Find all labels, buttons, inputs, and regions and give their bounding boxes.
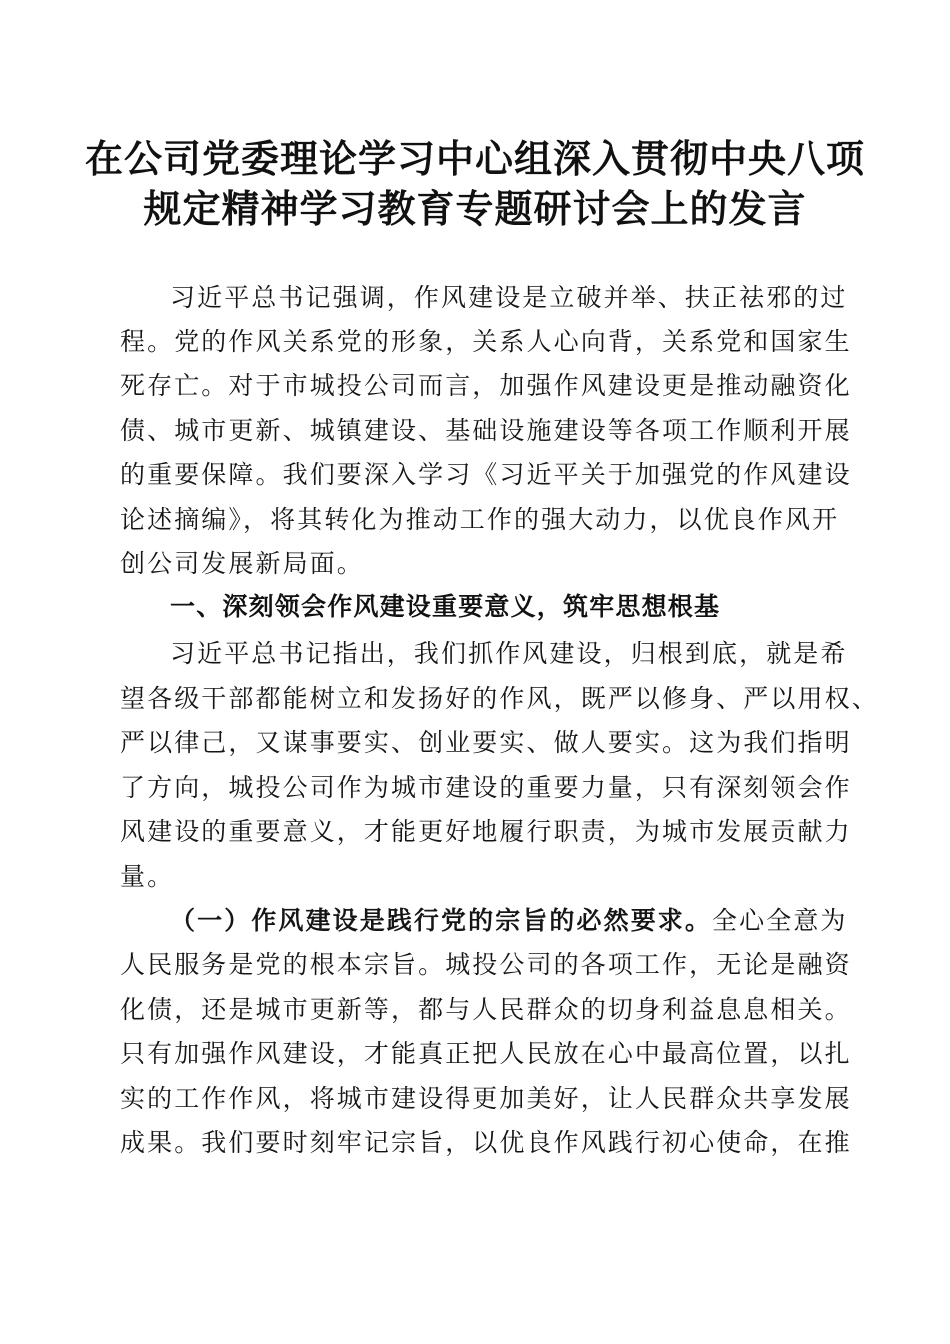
paragraph-1-line: 债、城市更新、城镇建设、基础设施建设等各项工作顺利开展 [120,416,852,445]
paragraph-2-line: 严以律己，又谋事要实、创业要实、做人要实。这为我们指明 [120,728,852,757]
paragraph-3-line: 人民服务是党的根本宗旨。城投公司的各项工作，无论是融资 [120,950,852,979]
document-title-line-2: 规定精神学习教育专题研讨会上的发言 [143,186,807,231]
paragraph-3-line: 只有加强作风建设，才能真正把人民放在心中最高位置，以扎 [120,1039,852,1068]
paragraph-2-line: 风建设的重要意义，才能更好地履行职责，为城市发展贡献力 [120,817,852,846]
paragraph-3-line: 化债，还是城市更新等，都与人民群众的切身利益息息相关。 [120,995,852,1024]
paragraph-1-line: 创公司发展新局面。 [120,549,364,578]
paragraph-2-line: 习近平总书记指出，我们抓作风建设，归根到底，就是希 [170,639,848,668]
document-title-line-1: 在公司党委理论学习中心组深入贯彻中央八项 [84,136,865,181]
paragraph-1-line: 习近平总书记强调，作风建设是立破并举、扶正祛邪的过 [170,283,848,312]
paragraph-2-line: 了方向，城投公司作为城市建设的重要力量，只有深刻领会作 [120,773,852,802]
paragraph-3-line: 成果。我们要时刻牢记宗旨，以优良作风践行初心使命，在推 [120,1128,852,1157]
paragraph-3-line [170,906,848,936]
paragraph-1-line: 程。党的作风关系党的形象，关系人心向背，关系党和国家生 [120,327,852,356]
paragraph-3-line: 实的工作作风，将城市建设得更加美好，让人民群众共享发展 [120,1084,852,1113]
paragraph-1-line: 论述摘编》，将其转化为推动工作的强大动力，以优良作风开 [120,505,840,534]
paragraph-2-line: 望各级干部都能树立和发扬好的作风，既严以修身、严以用权、 [120,684,879,713]
paragraph-1-line: 的重要保障。我们要深入学习《习近平关于加强党的作风建设 [120,460,852,489]
section-heading-1: 一、深刻领会作风建设重要意义，筑牢思想根基 [170,592,721,621]
paragraph-3-first-text: 全心全意为 [712,906,848,935]
subsection-1-label: （一）作风建设是践行党的宗旨的必然要求。 [170,906,713,935]
paragraph-1-line: 死存亡。对于市城投公司而言，加强作风建设更是推动融资化 [120,371,852,400]
paragraph-2-line: 量。 [120,862,175,891]
